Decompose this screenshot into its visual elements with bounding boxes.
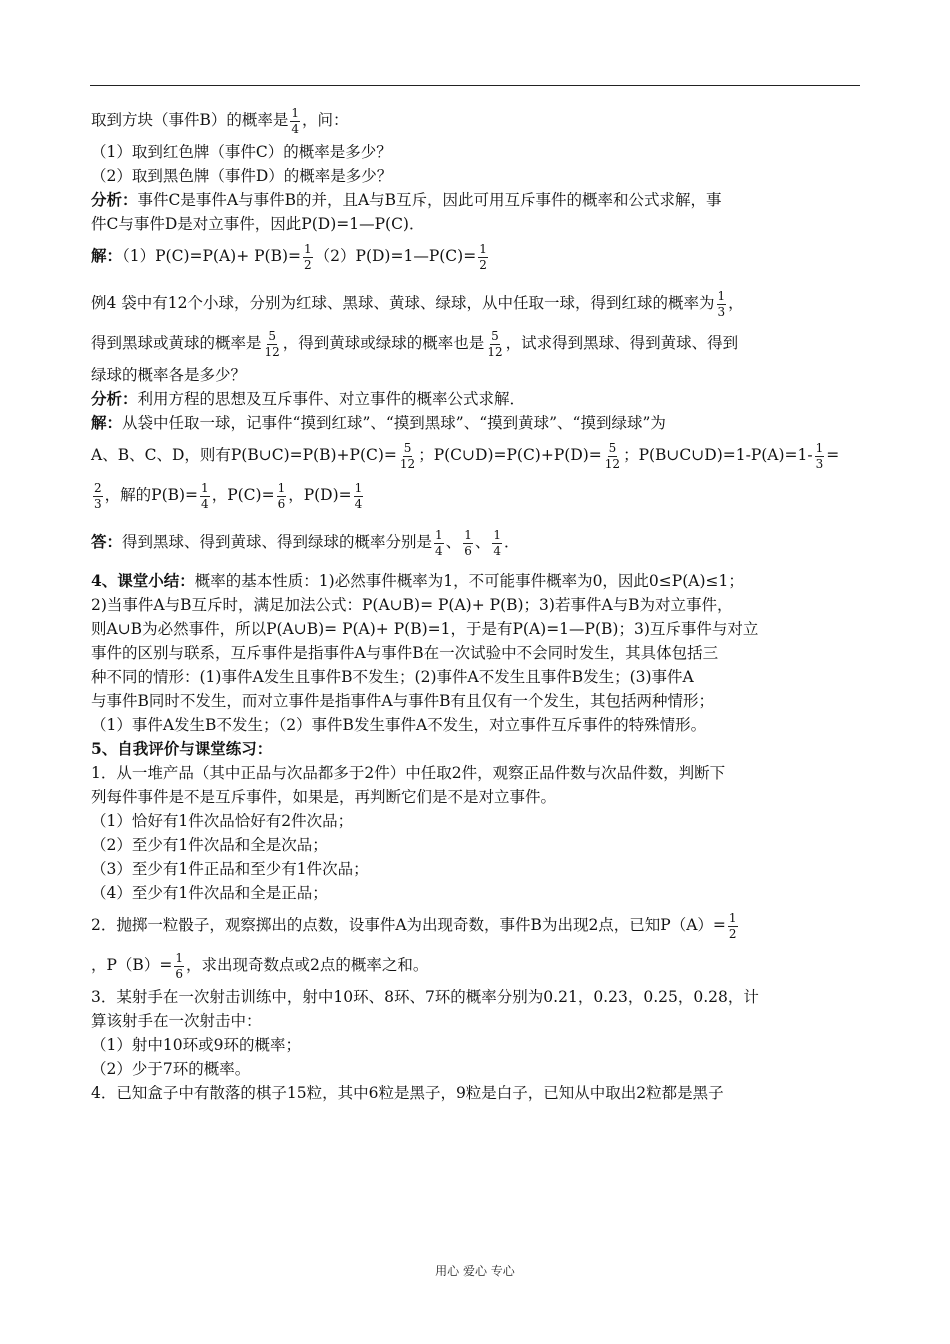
- section-heading: 5、自我评价与课堂练习：: [91, 739, 273, 758]
- text-line: 解：（1）P(C)=P(A)+ P(B)= $\frac{1}{2}$ （2）P(D)=1—P(C)= $\frac{1}{2}$: [91, 241, 487, 272]
- text-line: 绿球的概率各是多少？: [91, 366, 247, 384]
- list-item: （2）至少有1件次品和全是次品；: [91, 836, 328, 854]
- text-line: （1）事件A发生B不发生；（2）事件B发生事件A不发生，对立事件互斥事件的特殊情形。: [91, 716, 707, 734]
- fraction: $\frac{5}{12}$: [604, 440, 621, 471]
- text-line: $\frac{2}{3}$ ，解的P(B)= $\frac{1}{4}$ ，P(C)= $\frac{1}{6}$ ，P(D)= $\frac{1}{4}$: [94, 480, 363, 511]
- page-footer: 用心 爱心 专心: [435, 1264, 515, 1278]
- text-line: 则A∪B为必然事件，所以P(A∪B)= P(A)+ P(B)=1，于是有P(A)=1—P(B)；3)互斥事件与对立: [91, 620, 759, 638]
- fraction: $\frac{1}{4}$: [201, 480, 209, 511]
- solution-label: 解：: [91, 246, 123, 265]
- text-line: 与事件B同时不发生，而对立事件是指事件A与事件B有且仅有一个发生，其包括两种情形；: [91, 692, 714, 710]
- text-line: 列每件事件是不是互斥事件，如果是，再判断它们是不是对立事件。: [91, 788, 557, 806]
- fraction: $\frac{1}{6}$: [175, 950, 183, 981]
- text-line: ，P（B）= $\frac{1}{6}$ ，求出现奇数点或2点的概率之和。: [91, 950, 429, 981]
- fraction: $\frac{1}{6}$: [277, 480, 286, 511]
- section-heading: 4、课堂小结：: [91, 571, 195, 590]
- fraction: $\frac{1}{2}$: [304, 241, 312, 272]
- text-line: 分析：事件C是事件A与事件B的并，且A与B互斥，因此可用互斥事件的概率和公式求解，事: [91, 190, 722, 209]
- list-item: （1）射中10环或9环的概率；: [91, 1036, 301, 1054]
- fraction: $\frac{5}{12}$: [399, 440, 416, 471]
- fraction: $\frac{1}{4}$: [435, 527, 443, 558]
- text-line: 例4 袋中有12个小球，分别为红球、黑球、黄球、绿球，从中任取一球，得到红球的概率为 $\frac{1}{3}$ ，: [91, 288, 744, 319]
- text-line: 4、课堂小结：概率的基本性质：1)必然事件概率为1，不可能事件概率为0，因此0≤P(A)≤1；: [91, 571, 744, 590]
- list-item: （3）至少有1件正品和至少有1件次品；: [91, 860, 369, 878]
- fraction: $\frac{1}{3}$: [815, 440, 824, 471]
- list-item: （2）少于7环的概率。: [91, 1060, 251, 1078]
- text-line: 得到黑球或黄球的概率是 $\frac{5}{12}$ ，得到黄球或绿球的概率也是 $\frac{5}{12}$ ，试求得到黑球、得到黄球、得到: [91, 328, 739, 359]
- text-line: 事件的区别与联系，互斥事件是指事件A与事件B在一次试验中不会同时发生，其具体包括三: [91, 644, 719, 662]
- fraction: $\frac{1}{2}$: [479, 241, 487, 272]
- text-line: （1）取到红色牌（事件C）的概率是多少？: [91, 143, 392, 161]
- fraction: $\frac{1}{4}$: [493, 527, 501, 558]
- fraction: $\frac{1}{3}$: [717, 288, 726, 319]
- fraction: $\frac{1}{4}$: [354, 480, 363, 511]
- text-line: 4．已知盒子中有散落的棋子15粒，其中6粒是黑子，9粒是白子，已知从中取出2粒都是黑子: [91, 1084, 724, 1102]
- text-line: （2）取到黑色牌（事件D）的概率是多少？: [91, 167, 393, 185]
- text-line: A、B、C、D，则有P(B∪C)=P(B)+P(C)= $\frac{5}{12}$ ；P(C∪D)=P(C)+P(D)= $\frac{5}{12}$ ；P(B∪C∪D)=1-P(A)=1- $\frac{1}{3}$ =: [91, 440, 840, 471]
- solution-label: 解：: [91, 413, 123, 432]
- list-item: （4）至少有1件次品和全是正品；: [91, 884, 328, 902]
- text-line: 1．从一堆产品（其中正品与次品都多于2件）中任取2件，观察正品件数与次品件数，判断下: [91, 764, 726, 782]
- text-line: 取到方块（事件B）的概率是 $\frac{1}{4}$ ，问：: [91, 105, 349, 136]
- text-line: 种不同的情形：(1)事件A发生且事件B不发生；(2)事件A不发生且事件B发生；(3)事件A: [91, 668, 694, 686]
- analysis-label: 分析：: [91, 190, 138, 209]
- analysis-label: 分析：: [91, 389, 138, 408]
- header-rule: [90, 85, 860, 86]
- fraction: $\frac{2}{3}$: [94, 480, 102, 511]
- fraction: $\frac{1}{4}$: [291, 105, 300, 136]
- text-line: 答：得到黑球、得到黄球、得到绿球的概率分别是 $\frac{1}{4}$ 、 $\frac{1}{6}$ 、 $\frac{1}{4}$ ．: [91, 527, 520, 558]
- text-line: 分析：利用方程的思想及互斥事件、对立事件的概率公式求解．: [91, 389, 526, 408]
- text-line: 件C与事件D是对立事件，因此P(D)=1—P(C)．: [91, 215, 425, 233]
- answer-label: 答：: [91, 532, 123, 551]
- fraction: $\frac{1}{6}$: [464, 527, 472, 558]
- fraction: $\frac{5}{12}$: [264, 328, 280, 359]
- text-line: 解：从袋中任取一球，记事件“摸到红球”、“摸到黑球”、“摸到黄球”、“摸到绿球”为: [91, 413, 666, 432]
- fraction: $\frac{5}{12}$: [487, 328, 503, 359]
- text-line: 算该射手在一次射击中：: [91, 1012, 262, 1030]
- text-line: 2．抛掷一粒骰子，观察掷出的点数，设事件A为出现奇数，事件B为出现2点，已知P（A）= $\frac{1}{2}$: [91, 910, 737, 941]
- text-line: 2)当事件A与B互斥时，满足加法公式：P(A∪B)= P(A)+ P(B)；3)若事件A与B为对立事件，: [91, 596, 733, 614]
- text-line: 3．某射手在一次射击训练中，射中10环、8环、7环的概率分别为0.21，0.23，0.25，0.28，计: [91, 988, 759, 1006]
- document-body: [91, 100, 861, 1105]
- fraction: $\frac{1}{2}$: [728, 910, 737, 941]
- list-item: （1）恰好有1件次品恰好有2件次品；: [91, 812, 354, 830]
